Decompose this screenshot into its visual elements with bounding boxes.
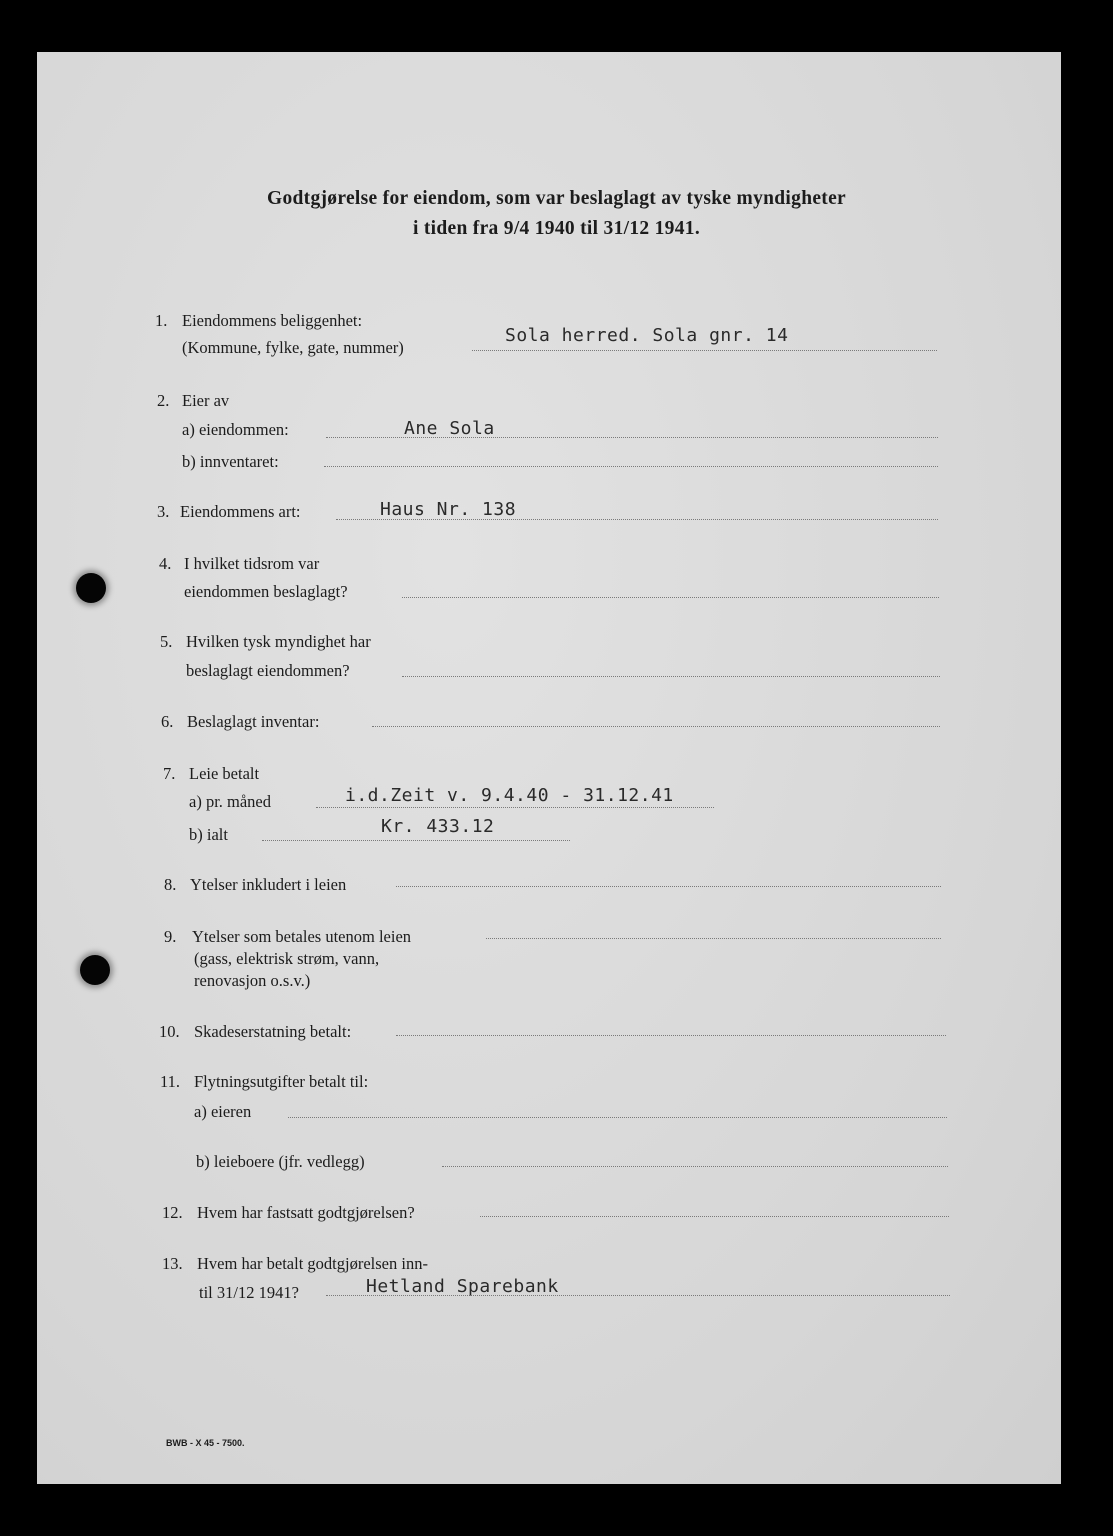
q6-number: 6. — [161, 712, 174, 731]
q13-sublabel: til 31/12 1941? — [199, 1283, 299, 1302]
q8-label: Ytelser inkludert i leien — [190, 875, 347, 894]
q8-number: 8. — [164, 875, 177, 894]
q6-label: Beslaglagt inventar: — [187, 712, 320, 731]
q7a-answer: i.d.Zeit v. 9.4.40 - 31.12.41 — [345, 785, 674, 806]
q7b-answer: Kr. 433.12 — [381, 816, 495, 837]
q2a-label: a) eiendommen: — [182, 420, 289, 439]
q13-number: 13. — [162, 1254, 183, 1273]
q2b-answer-line — [324, 466, 938, 467]
q4-label: I hvilket tidsrom var — [184, 554, 320, 573]
q10-number: 10. — [159, 1022, 180, 1041]
q1-answer: Sola herred. Sola gnr. 14 — [505, 325, 789, 346]
q5-number: 5. — [160, 632, 173, 651]
q7-label: Leie betalt — [189, 764, 260, 783]
q5-sublabel: beslaglagt eiendommen? — [186, 661, 350, 680]
q3-answer: Haus Nr. 138 — [380, 499, 517, 520]
q7a-answer-line — [316, 807, 714, 808]
q5-answer-line — [402, 676, 940, 677]
q12-number: 12. — [162, 1203, 183, 1222]
q9-sublabel-2: renovasjon o.s.v.) — [194, 971, 311, 990]
q2-label: Eier av — [182, 391, 230, 410]
q11b-label: b) leieboere (jfr. vedlegg) — [196, 1152, 365, 1171]
q4-sublabel: eiendommen beslaglagt? — [184, 582, 348, 601]
q11-number: 11. — [160, 1072, 181, 1091]
q1-label: Eiendommens beliggenhet: — [182, 311, 363, 330]
q13-answer: Hetland Sparebank — [366, 1276, 559, 1297]
q11-label: Flytningsutgifter betalt til: — [194, 1072, 369, 1091]
q12-answer-line — [480, 1216, 949, 1217]
q2-number: 2. — [157, 391, 170, 410]
q12-label: Hvem har fastsatt godtgjørelsen? — [197, 1203, 415, 1222]
q9-answer-line — [486, 938, 941, 939]
q3-label: Eiendommens art: — [180, 502, 301, 521]
q1-answer-line — [472, 350, 937, 351]
q11a-answer-line — [288, 1117, 947, 1118]
q4-answer-line — [402, 597, 939, 598]
q1-number: 1. — [155, 311, 168, 330]
q11a-label: a) eieren — [194, 1102, 252, 1121]
punch-hole-bottom — [80, 955, 110, 985]
q7a-label: a) pr. måned — [189, 792, 272, 811]
q10-label: Skadeserstatning betalt: — [194, 1022, 352, 1041]
q8-answer-line — [396, 886, 941, 887]
q3-number: 3. — [157, 502, 170, 521]
q5-label: Hvilken tysk myndighet har — [186, 632, 371, 651]
q13-label: Hvem har betalt godtgjørelsen inn- — [197, 1254, 428, 1273]
form-title-line2: i tiden fra 9/4 1940 til 31/12 1941. — [412, 218, 701, 239]
form-title-line1: Godtgjørelse for eiendom, som var beslaglagt av tyske myndigheter — [267, 188, 846, 209]
q2a-answer: Ane Sola — [404, 418, 495, 439]
q9-number: 9. — [164, 927, 177, 946]
q10-answer-line — [396, 1035, 946, 1036]
q11b-answer-line — [442, 1166, 948, 1167]
q9-label: Ytelser som betales utenom leien — [192, 927, 412, 946]
q4-number: 4. — [159, 554, 172, 573]
q7-number: 7. — [163, 764, 176, 783]
q1-sublabel: (Kommune, fylke, gate, nummer) — [182, 338, 404, 357]
q7b-label: b) ialt — [189, 825, 228, 844]
q7b-answer-line — [262, 840, 570, 841]
q6-answer-line — [372, 726, 940, 727]
q2b-label: b) innventaret: — [182, 452, 279, 471]
form-print-code: BWB - X 45 - 7500. — [166, 1438, 245, 1448]
q9-sublabel-1: (gass, elektrisk strøm, vann, — [194, 949, 380, 968]
punch-hole-top — [76, 573, 106, 603]
